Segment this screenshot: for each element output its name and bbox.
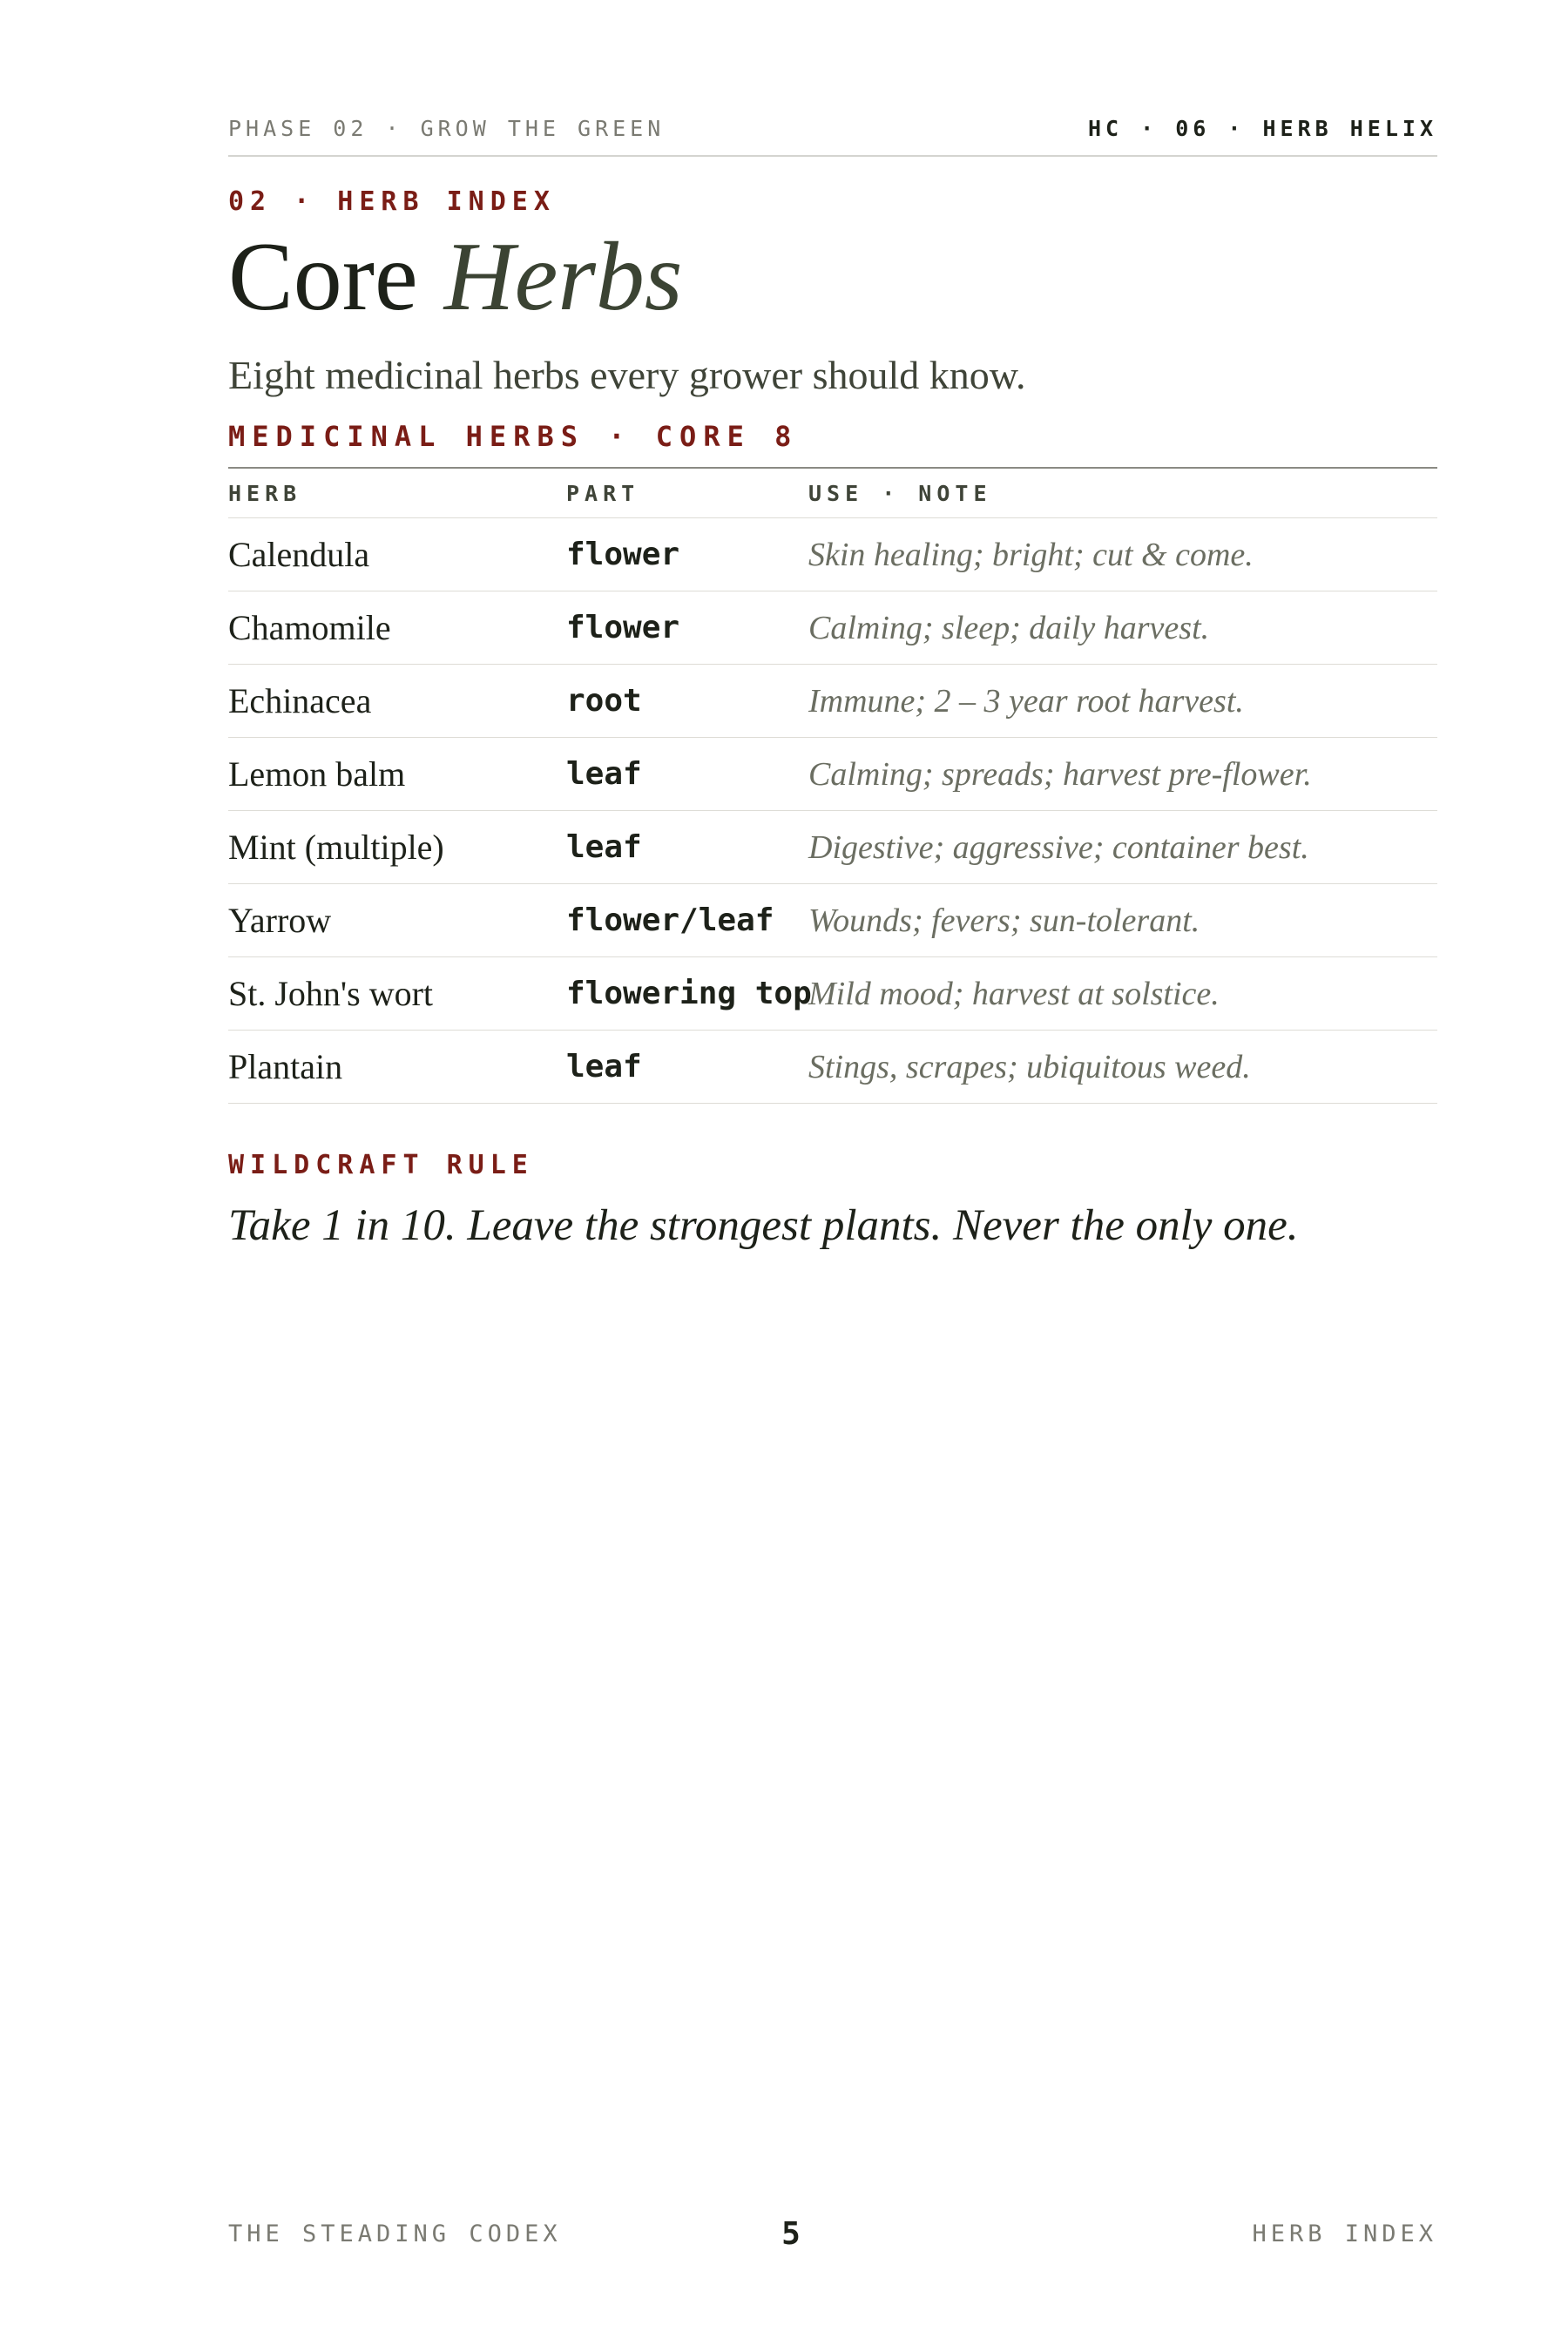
page-number: 5 <box>781 2216 801 2252</box>
table-label: MEDICINAL HERBS · CORE 8 <box>228 420 799 453</box>
herb-note: Skin healing; bright; cut & come. <box>808 536 1254 573</box>
herb-part: flower <box>566 537 680 572</box>
herb-name: Calendula <box>228 535 370 574</box>
footer-section-name: HERB INDEX <box>1252 2220 1437 2247</box>
wildcraft-rule-text: Take 1 in 10. Leave the strongest plants. Never the only one. <box>228 1201 1299 1250</box>
column-header-herb: HERB <box>228 480 302 506</box>
table-row <box>228 738 1437 811</box>
running-header-phase: PHASE 02 · GROW THE GREEN <box>228 116 666 141</box>
herb-part: flower <box>566 610 680 645</box>
table-header-row <box>228 469 1437 518</box>
running-header <box>228 110 1437 157</box>
herb-note: Digestive; aggressive; container best. <box>808 828 1309 866</box>
wildcraft-rule-label: WILDCRAFT RULE <box>228 1150 534 1180</box>
herb-note: Calming; spreads; harvest pre-flower. <box>808 755 1312 793</box>
running-header-code: HC · 06 · HERB HELIX <box>1087 116 1437 141</box>
table-row <box>228 811 1437 884</box>
herb-name: Lemon balm <box>228 754 406 794</box>
herb-part: flower/leaf <box>566 902 774 938</box>
herb-part: leaf <box>566 1049 642 1085</box>
herb-note: Stings, scrapes; ubiquitous weed. <box>808 1048 1251 1085</box>
herb-note: Wounds; fevers; sun-tolerant. <box>808 902 1200 939</box>
herb-table <box>228 467 1437 1104</box>
table-row <box>228 884 1437 957</box>
herb-name: St. John's wort <box>228 974 434 1013</box>
herb-name: Chamomile <box>228 608 391 647</box>
table-row <box>228 1031 1437 1104</box>
document-page <box>228 0 1437 2352</box>
herb-name: Echinacea <box>228 681 372 720</box>
herb-note: Calming; sleep; daily harvest. <box>808 609 1210 646</box>
page-title-main: Core <box>228 223 418 331</box>
herb-part: leaf <box>566 829 642 865</box>
herb-name: Mint (multiple) <box>228 828 444 867</box>
herb-part: leaf <box>566 756 642 792</box>
section-kicker: 02 · HERB INDEX <box>228 186 556 217</box>
page-title-italic: Herbs <box>443 223 683 331</box>
table-row <box>228 518 1437 591</box>
table-row <box>228 957 1437 1031</box>
herb-part: flowering top <box>566 976 812 1011</box>
herb-name: Yarrow <box>228 901 332 940</box>
herb-note: Mild mood; harvest at solstice. <box>808 975 1220 1012</box>
page-footer <box>228 2213 1437 2256</box>
page-title <box>228 216 682 338</box>
column-header-part: PART <box>566 480 640 506</box>
herb-part: root <box>566 683 642 719</box>
herb-name: Plantain <box>228 1047 343 1086</box>
footer-book-title: THE STEADING CODEX <box>228 2220 562 2247</box>
table-row <box>228 591 1437 665</box>
page-subtitle: Eight medicinal herbs every grower should know. <box>228 353 1026 397</box>
table-row <box>228 665 1437 738</box>
column-header-note: USE · NOTE <box>808 480 992 506</box>
herb-note: Immune; 2 – 3 year root harvest. <box>808 682 1244 720</box>
